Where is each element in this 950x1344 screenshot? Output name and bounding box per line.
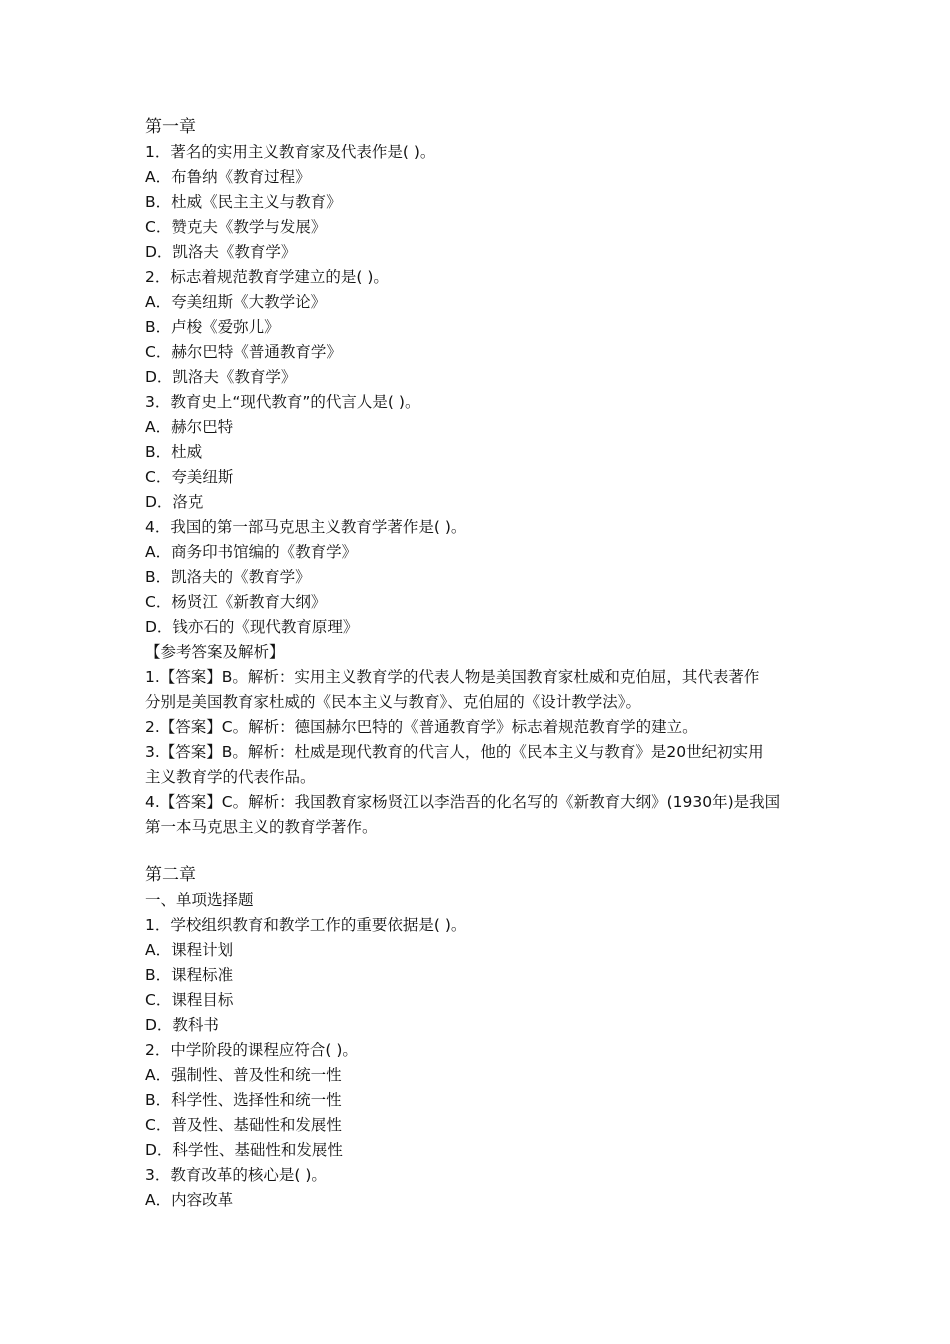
option: D．教科书 <box>145 1016 219 1034</box>
option: B．杜威《民主主义与教育》 <box>145 193 342 211</box>
option: A．内容改革 <box>145 1191 234 1209</box>
option: D．科学性、基础性和发展性 <box>145 1141 343 1159</box>
option: B．杜威 <box>145 443 203 461</box>
spacer <box>145 840 825 862</box>
option: C．夸美纽斯 <box>145 468 234 486</box>
option: D．凯洛夫《教育学》 <box>145 368 297 386</box>
section-title: 一、单项选择题 <box>145 891 254 909</box>
answer-text: 第一本马克思主义的教育学著作。 <box>145 818 378 836</box>
option: A．夸美纽斯《大教学论》 <box>145 293 327 311</box>
option: B．科学性、选择性和统一性 <box>145 1091 342 1109</box>
question-stem: 3．教育改革的核心是( )。 <box>145 1166 327 1184</box>
option: C．普及性、基础性和发展性 <box>145 1116 342 1134</box>
option: A．课程计划 <box>145 941 234 959</box>
document-page <box>145 114 825 1213</box>
question-stem: 4．我国的第一部马克思主义教育学著作是( )。 <box>145 518 467 536</box>
option: D．洛克 <box>145 493 204 511</box>
answers-title: 【参考答案及解析】 <box>145 643 285 661</box>
question-stem: 1．著名的实用主义教育家及代表作是( )。 <box>145 143 436 161</box>
option: A．布鲁纳《教育过程》 <box>145 168 311 186</box>
chapter-2-title: 第二章 <box>145 865 196 885</box>
option: A．强制性、普及性和统一性 <box>145 1066 342 1084</box>
answer-text: 1.【答案】B。解析：实用主义教育学的代表人物是美国教育家杜威和克伯屈，其代表著作 <box>145 668 760 686</box>
option: B．凯洛夫的《教育学》 <box>145 568 311 586</box>
question-stem: 1．学校组织教育和教学工作的重要依据是( )。 <box>145 916 467 934</box>
answer-text: 分别是美国教育家杜威的《民本主义与教育》、克伯屈的《设计教学法》。 <box>145 693 642 711</box>
answer-text: 2.【答案】C。解析：德国赫尔巴特的《普通教育学》标志着规范教育学的建立。 <box>145 718 698 736</box>
option: B．课程标准 <box>145 966 234 984</box>
answer-text: 主义教育学的代表作品。 <box>145 768 316 786</box>
option: A．赫尔巴特 <box>145 418 234 436</box>
option: D．钱亦石的《现代教育原理》 <box>145 618 359 636</box>
option: C．杨贤江《新教育大纲》 <box>145 593 327 611</box>
option: B．卢梭《爱弥儿》 <box>145 318 280 336</box>
option: D．凯洛夫《教育学》 <box>145 243 297 261</box>
option: C．赞克夫《教学与发展》 <box>145 218 327 236</box>
question-stem: 3．教育史上“现代教育”的代言人是( )。 <box>145 393 421 411</box>
answer-text: 4.【答案】C。解析：我国教育家杨贤江以李浩吾的化名写的《新教育大纲》(1930年)是我国 <box>145 793 781 811</box>
option: C．赫尔巴特《普通教育学》 <box>145 343 342 361</box>
answer-text: 3.【答案】B。解析：杜威是现代教育的代言人，他的《民本主义与教育》是20世纪初实用 <box>145 743 764 761</box>
question-stem: 2．中学阶段的课程应符合( )。 <box>145 1041 358 1059</box>
option: A．商务印书馆编的《教育学》 <box>145 543 358 561</box>
chapter-1-title: 第一章 <box>145 117 196 137</box>
option: C．课程目标 <box>145 991 234 1009</box>
question-stem: 2．标志着规范教育学建立的是( )。 <box>145 268 389 286</box>
